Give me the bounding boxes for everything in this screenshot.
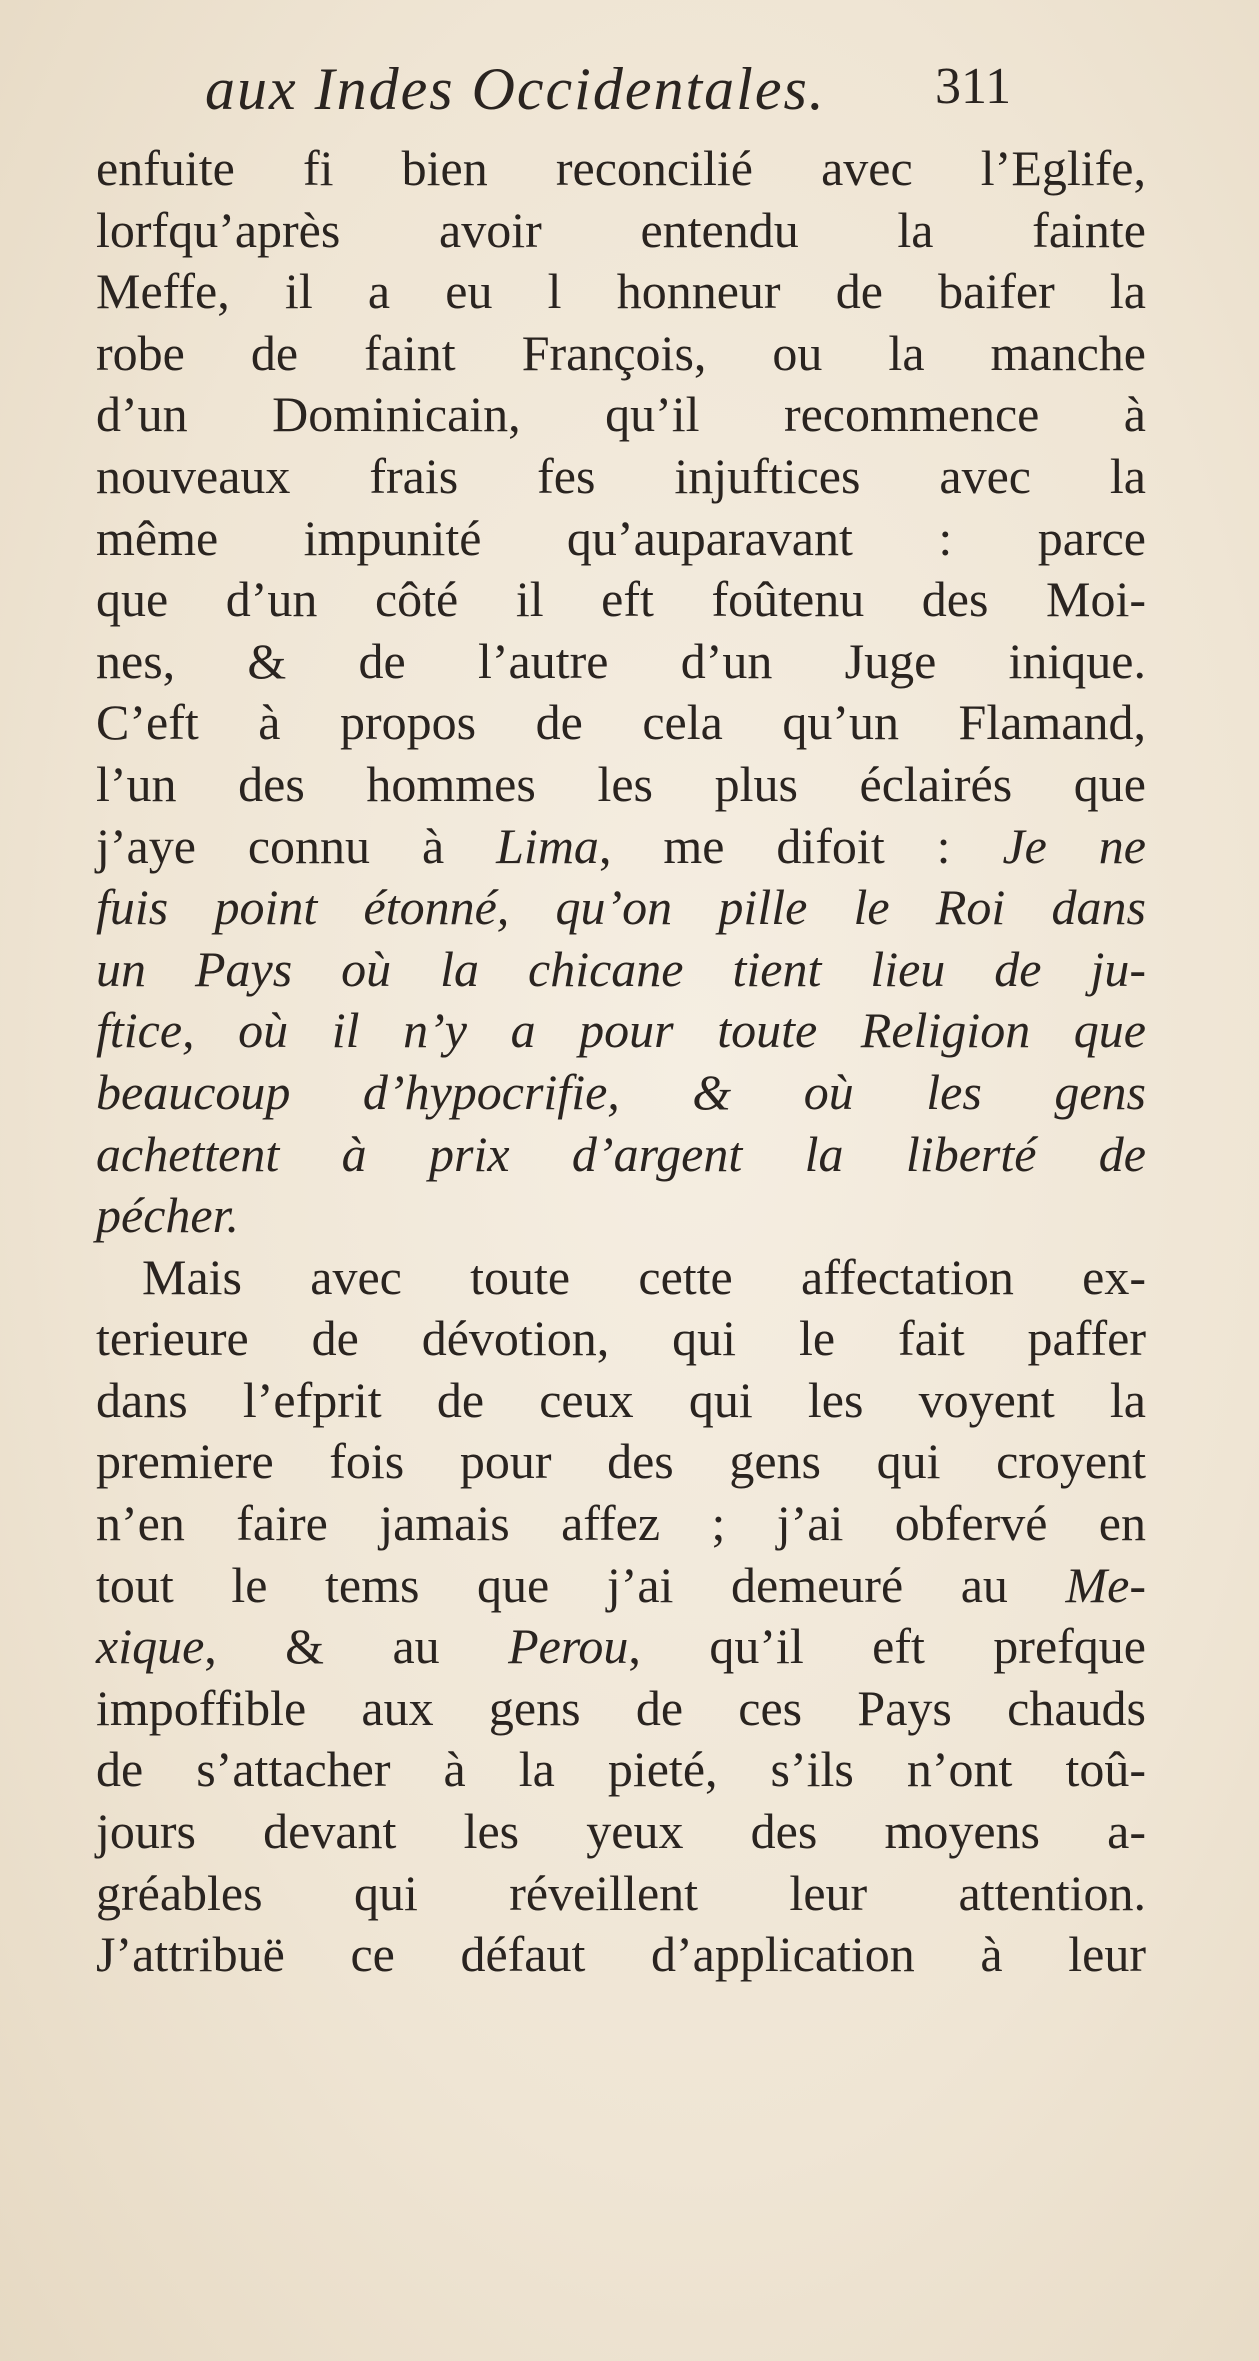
text-line: nes, & de l’autre d’un Juge inique. <box>96 632 1146 689</box>
text-line: Meffe, il a eu l honneur de baifer la <box>96 263 1146 320</box>
text-line: premiere fois pour des gens qui croyent <box>96 1433 1146 1490</box>
text-line: terieure de dévotion, qui le fait paffer <box>96 1310 1146 1367</box>
italic-run: Lima <box>496 817 599 874</box>
text-line: robe de faint François, ou la manche <box>96 324 1146 381</box>
roman-run: j’aye connu à <box>96 817 497 874</box>
page-header <box>0 55 1259 135</box>
text-line: même impunité qu’auparavant : parce <box>96 509 1146 566</box>
page-number: 311 <box>935 58 1012 115</box>
italic-run: Perou <box>508 1618 629 1675</box>
roman-run: , & au <box>204 1618 509 1675</box>
text-line: un Pays où la chicane tient lieu de ju- <box>96 940 1146 997</box>
roman-run: tout le tems que j’ai demeuré au <box>96 1556 1066 1613</box>
text-line: Mais avec toute cette affectation ex- <box>142 1248 1146 1305</box>
text-line: que d’un côté il eft foûtenu des Moi- <box>96 571 1146 628</box>
text-line: dans l’efprit de ceux qui les voyent la <box>96 1371 1146 1428</box>
text-line: fuis point étonné, qu’on pille le Roi dans <box>96 879 1146 936</box>
body-text <box>96 138 1146 1986</box>
text-line: nouveaux frais fes injuftices avec la <box>96 447 1146 504</box>
roman-run: , me difoit : <box>598 817 1003 874</box>
text-line <box>96 816 1146 878</box>
text-line: beaucoup d’hypocrifie, & où les gens <box>96 1063 1146 1120</box>
text-line: de s’attacher à la pieté, s’ils n’ont toû- <box>96 1741 1146 1798</box>
italic-run: Me- <box>1065 1556 1146 1613</box>
text-line: impoffible aux gens de ces Pays chauds <box>96 1679 1146 1736</box>
text-line: ftice, où il n’y a pour toute Religion que <box>96 1002 1146 1059</box>
text-line: n’en faire jamais affez ; j’ai obfervé en <box>96 1495 1146 1552</box>
italic-run: xique <box>96 1618 205 1675</box>
text-line: d’un Dominicain, qu’il recommence à <box>96 386 1146 443</box>
text-line: lorfqu’après avoir entendu la fainte <box>96 201 1146 258</box>
text-line: gréables qui réveillent leur attention. <box>96 1864 1146 1921</box>
running-title: aux Indes Occidentales. <box>205 56 826 122</box>
text-line: enfuite fi bien reconcilié avec l’Eglife, <box>96 140 1146 196</box>
text-line: pécher. <box>96 1187 239 1244</box>
text-line: J’attribuë ce défaut d’application à leur <box>96 1926 1146 1983</box>
text-line <box>96 1555 1146 1617</box>
text-line: achettent à prix d’argent la liberté de <box>96 1125 1146 1182</box>
text-line: jours devant les yeux des moyens a- <box>96 1803 1146 1860</box>
text-line: l’un des hommes les plus éclairés que <box>96 755 1146 812</box>
italic-run: Je ne <box>1002 817 1146 874</box>
roman-run: , qu’il eft prefque <box>628 1618 1146 1675</box>
text-line <box>96 1616 1146 1678</box>
text-line: C’eft à propos de cela qu’un Flamand, <box>96 694 1146 751</box>
